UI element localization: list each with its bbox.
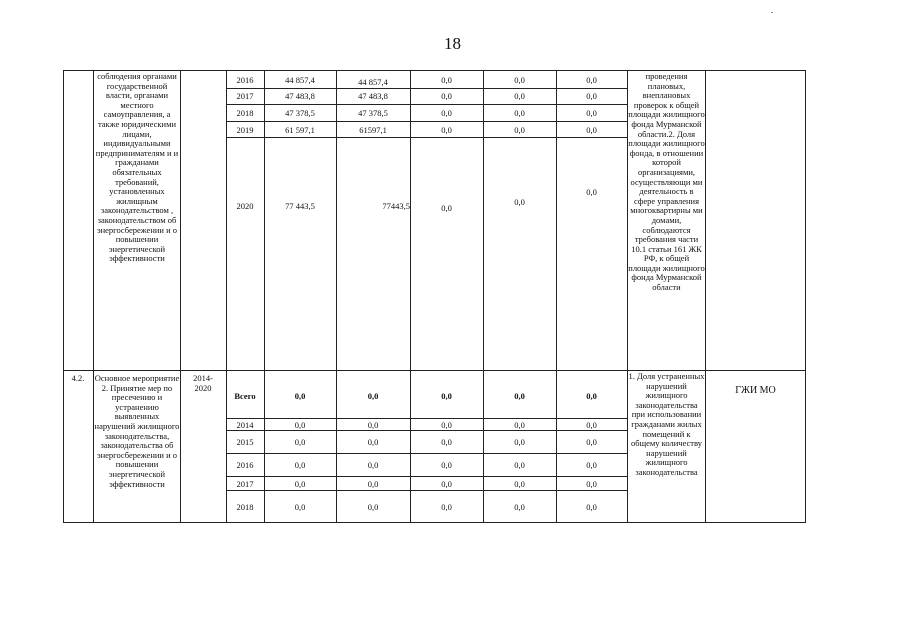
value-cell: 0,0 — [441, 125, 452, 135]
year-cell: 2017 — [236, 479, 254, 489]
value-cell: 0,0 — [514, 460, 525, 470]
value-cell: 0,0 — [367, 420, 379, 430]
table-border — [226, 137, 627, 138]
value-cell: 0,0 — [586, 108, 597, 118]
value-cell: 0,0 — [441, 460, 452, 470]
value-cell: 77443,5 — [382, 201, 410, 211]
value-cell: 0,0 — [441, 91, 452, 101]
value-cell: 0,0 — [514, 420, 525, 430]
total-cell: 47 483,8 — [285, 91, 315, 101]
table-border — [705, 70, 706, 523]
value-cell: 0,0 — [441, 479, 452, 489]
value-cell: 0,0 — [441, 502, 452, 512]
indicator-4-1: проведения плановых, внеплановых проверок к общей площади жилищного фонда Мурманской области.2. Доля площади жилищного фонда, в отношении которой организациями, осуществляющи ми деятельность в сфере управления многоквартирны ми домами, соблюдаются требования части 10.1 статьи 161 ЖК РФ, к общей площади жилищного фонда Мурманской области — [628, 71, 705, 293]
value-cell: 0,0 — [514, 197, 525, 207]
scan-speck — [771, 12, 773, 13]
value-cell: 0,0 — [514, 437, 525, 447]
value-cell: 0,0 — [441, 437, 452, 447]
value-cell: 44 857,4 — [358, 77, 388, 87]
year-cell: 2015 — [236, 437, 254, 447]
table-border — [226, 490, 627, 491]
value-cell: 0,0 — [514, 125, 525, 135]
table-border — [63, 70, 64, 523]
value-cell: 0,0 — [586, 391, 597, 401]
year-cell: 2019 — [236, 125, 254, 135]
table-border — [226, 121, 627, 122]
year-cell: 2018 — [236, 108, 254, 118]
value-cell: 0,0 — [586, 460, 597, 470]
table-border — [226, 476, 627, 477]
event-period-4-2: 2014-2020 — [193, 373, 213, 393]
value-cell: 0,0 — [367, 391, 379, 401]
value-cell: 0,0 — [586, 479, 597, 489]
value-cell: 0,0 — [514, 75, 525, 85]
value-cell: 0,0 — [514, 108, 525, 118]
event-number-4-2: 4.2. — [71, 373, 85, 383]
table-border — [226, 104, 627, 105]
total-cell: 0,0 — [294, 479, 306, 489]
value-cell: 0,0 — [441, 391, 452, 401]
value-cell: 0,0 — [441, 75, 452, 85]
value-cell: 0,0 — [586, 187, 597, 197]
executor-4-2: ГЖИ МО — [735, 385, 776, 396]
event-name-4-1: соблюдения органами государственной власти, органами местного самоуправления, а также юридическими лицами, индивидуальными предпринимателям и и гражданами обязательных требований, установленных жилищным законодательством , законодательством об энергосбережении и о повышении энергетической эффективности — [95, 71, 179, 264]
table-border — [226, 418, 627, 419]
total-cell: 47 378,5 — [285, 108, 315, 118]
year-cell: 2016 — [236, 460, 254, 470]
value-cell: 47 483,8 — [358, 91, 388, 101]
total-cell: 0,0 — [294, 460, 306, 470]
value-cell: 0,0 — [367, 502, 379, 512]
page-number: 18 — [444, 34, 461, 53]
value-cell: 0,0 — [586, 437, 597, 447]
total-cell: 61 597,1 — [285, 125, 315, 135]
value-cell: 0,0 — [586, 502, 597, 512]
value-cell: 0,0 — [367, 437, 379, 447]
value-cell: 0,0 — [441, 420, 452, 430]
table-border — [226, 430, 627, 431]
year-cell: 2017 — [236, 91, 254, 101]
value-cell: 0,0 — [514, 479, 525, 489]
value-cell: 0,0 — [586, 75, 597, 85]
value-cell: 0,0 — [367, 460, 379, 470]
value-cell: 0,0 — [441, 203, 452, 213]
table-border — [63, 522, 805, 523]
table-border — [226, 88, 627, 89]
table-border — [805, 70, 806, 523]
total-cell: 0,0 — [294, 437, 306, 447]
indicator-4-2: 1. Доля устраненных нарушений жилищного законодательства при использовании гражданами жилых помещений к общему количеству нарушений жилищного законодательства — [628, 371, 705, 477]
total-cell: 0,0 — [294, 391, 306, 401]
value-cell: 61597,1 — [359, 125, 387, 135]
total-cell: 44 857,4 — [285, 75, 315, 85]
value-cell: 0,0 — [514, 391, 525, 401]
value-cell: 0,0 — [514, 91, 525, 101]
year-cell: 2020 — [236, 201, 254, 211]
value-cell: 0,0 — [586, 420, 597, 430]
value-cell: 0,0 — [586, 125, 597, 135]
year-cell: 2014 — [236, 420, 254, 430]
value-cell: 0,0 — [367, 479, 379, 489]
event-name-4-2: Основное мероприятие 2. Принятие мер по пресечению и устранению выявленных нарушений жилищного законодательства, законодательства об энергосбережении и о повышении энергетической эффективности — [94, 373, 180, 489]
table-border — [180, 70, 181, 523]
value-cell: 0,0 — [441, 108, 452, 118]
year-cell: 2016 — [236, 75, 254, 85]
value-cell: 47 378,5 — [358, 108, 388, 118]
value-cell: 0,0 — [586, 91, 597, 101]
total-cell: 77 443,5 — [285, 201, 315, 211]
total-row-label: Всего — [234, 391, 256, 401]
total-cell: 0,0 — [294, 502, 306, 512]
total-cell: 0,0 — [294, 420, 306, 430]
table-border — [226, 453, 627, 454]
year-cell: 2018 — [236, 502, 254, 512]
value-cell: 0,0 — [514, 502, 525, 512]
